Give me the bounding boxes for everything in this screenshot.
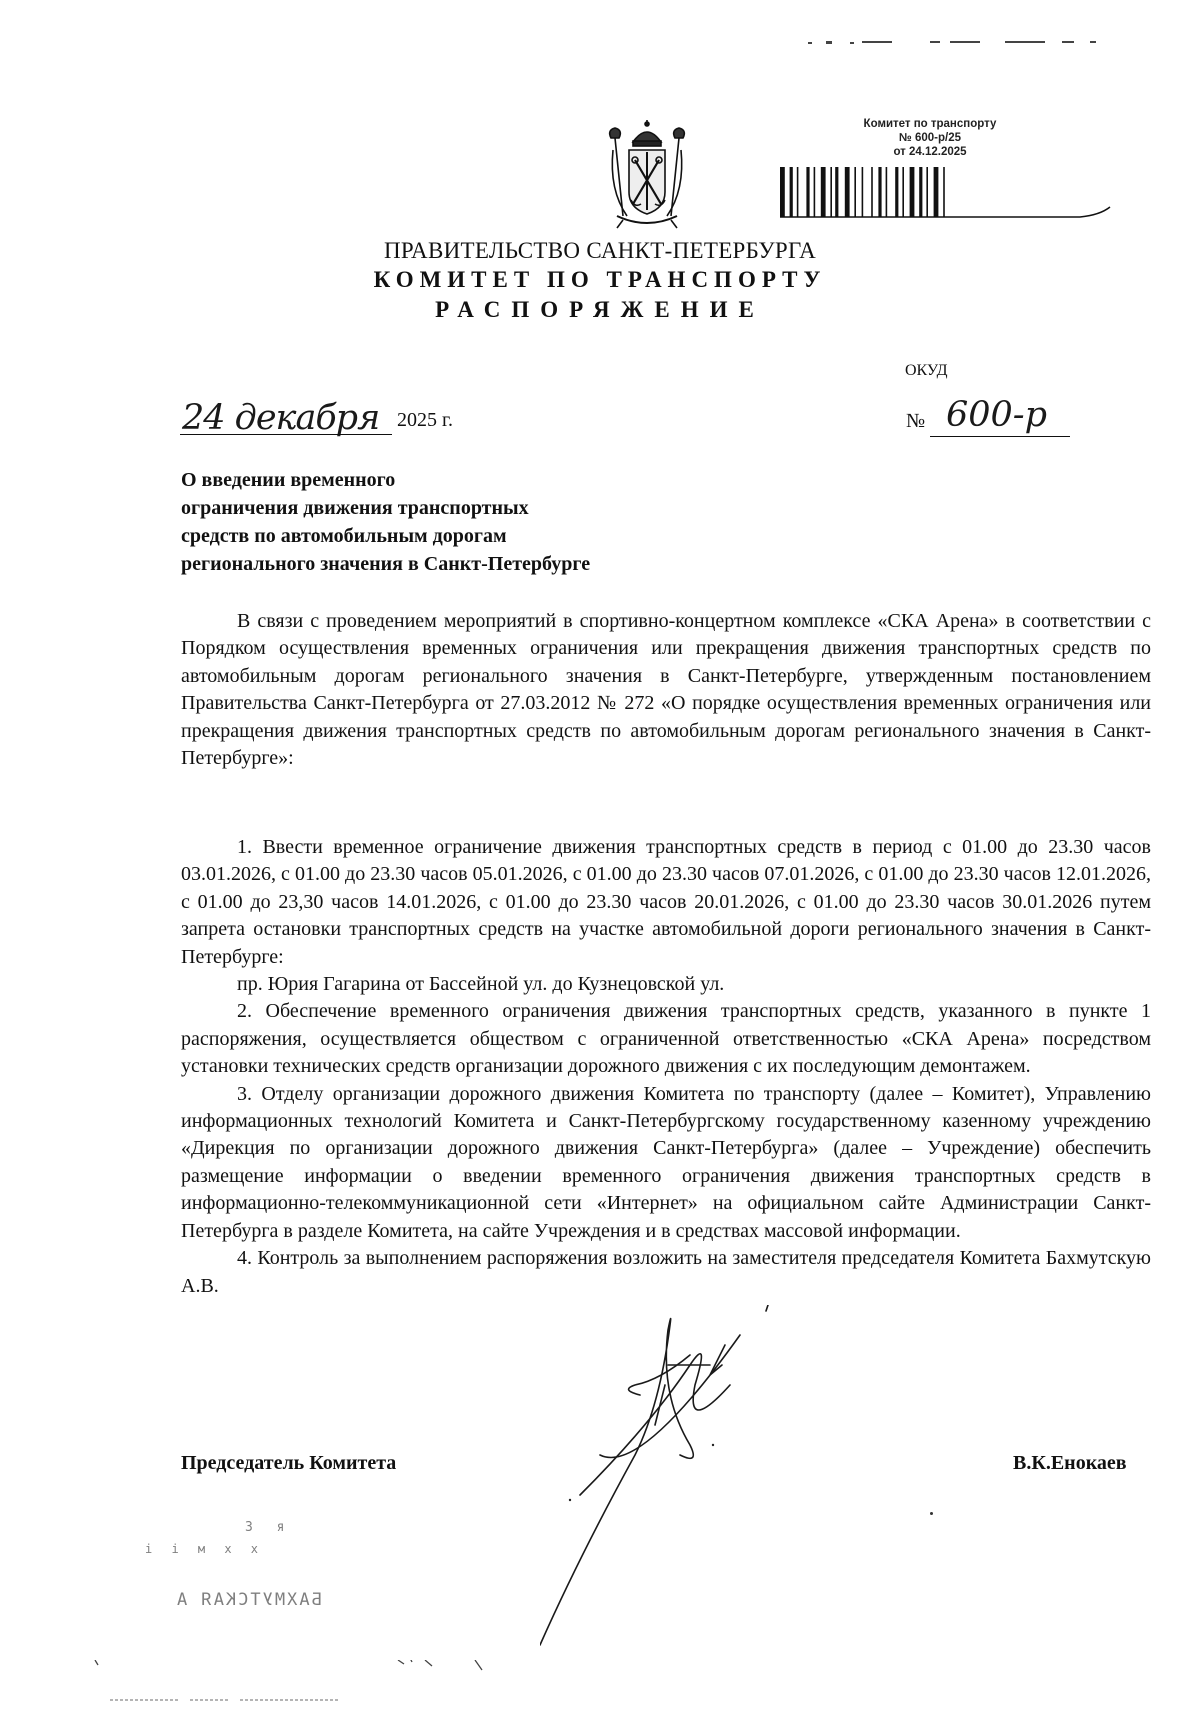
coat-of-arms-icon xyxy=(603,120,691,230)
date-year: 2025 г. xyxy=(397,409,453,431)
scan-noise-bottom xyxy=(80,1660,580,1710)
header-document-type: РАСПОРЯЖЕНИЕ xyxy=(435,297,765,322)
number-underline xyxy=(930,436,1070,437)
number-sign: № xyxy=(906,410,926,432)
header-government: ПРАВИТЕЛЬСТВО САНКТ-ПЕТЕРБУРГА xyxy=(383,238,817,263)
okud-label: ОКУД xyxy=(905,362,948,379)
registration-stamp xyxy=(760,115,1110,235)
signatory-title: Председатель Комитета xyxy=(181,1452,397,1474)
faded-stamp-line: 3 я xyxy=(245,1520,293,1535)
subject-line: ограничения движения транспортных xyxy=(181,497,529,519)
item-4: 4. Контроль за выполнением распоряжения возложить на заместителя председателя Комитета Бахмутскую А.В. xyxy=(181,1247,1151,1297)
barcode-icon xyxy=(780,167,1120,227)
scan-noise-top xyxy=(800,38,1100,48)
item-2: 2. Обеспечение временного ограничения движения транспортных средств, указанного в пункте 1 распоряжения, осуществляется обществом с ограниченной ответственностью «СКА Арена» посредством установки технических средств организации дорожного движения с их последующим демонтажем. xyxy=(181,1000,1151,1078)
stamp-committee: Комитет по транспорту xyxy=(863,118,997,130)
number-handwritten: 600-р xyxy=(946,395,1048,435)
item-1: 1. Ввести временное ограничение движения транспортных средств в период с 01.00 до 23.30 часов 03.01.2026, с 01.00 до 23.30 часов 05.01.2026, с 01.00 до 23.30 часов 07.01.2026, с 01.00 до 23.30 часов 12.01.2026, с 01.00 до 23,30 часов 14.01.2026, с 01.00 до 23.30 часов 20.01.2026, с 01.00 до 23.30 часов 30.01.2026 путем запрета остановки транспортных средств на участке автомобильной дороги регионального значения в Санкт-Петербурге: xyxy=(181,836,1151,968)
date-handwritten: 24 декабря xyxy=(182,398,380,438)
item-1-road: пр. Юрия Гагарина от Бассейной ул. до Кузнецовской ул. xyxy=(237,973,725,996)
header-committee: КОМИТЕТ ПО ТРАНСПОРТУ xyxy=(373,267,827,292)
stamp-date: от 24.12.2025 xyxy=(893,146,967,158)
ink-dot xyxy=(930,1512,933,1515)
date-underline xyxy=(180,434,392,435)
subject-line: регионального значения в Санкт-Петербурге xyxy=(181,553,591,575)
order-items xyxy=(181,834,1151,1300)
faded-stamp-line: і і м х х xyxy=(145,1542,265,1556)
faded-stamp-line: БАХМУТСКАЯ А xyxy=(175,1590,322,1610)
signatory-name: В.К.Енокаев xyxy=(1013,1452,1127,1474)
preamble-paragraph: В связи с проведением мероприятий в спортивно-концертном комплексе «СКА Арена» в соответствии с Порядком осуществления временных ограничения или прекращения движения транспортных средств по автомобильным дорогам регионального значения в Санкт-Петербурге, утвержденным постановлением Правительства Санкт-Петербурга от 27.03.2012 № 272 «О порядке осуществления временных ограничения или прекращения движения транспортных средств по автомобильным дорогам регионального значения в Санкт-Петербурге»: xyxy=(181,610,1151,770)
faded-stamp xyxy=(145,1520,385,1630)
subject-line: средств по автомобильным дорогам xyxy=(181,525,507,547)
document-subject xyxy=(181,466,741,578)
subject-line: О введении временного xyxy=(181,469,396,491)
stamp-number: № 600-р/25 xyxy=(898,132,962,144)
item-3: 3. Отделу организации дорожного движения Комитета по транспорту (далее – Комитет), Управлению информационных технологий Комитета и Санкт-Петербургскому государственному казенному учреждению «Дирекция по организации дорожного движения Санкт-Петербурга» (далее – Учреждение) обеспечить размещение информации о введении временного ограничения движения транспортных средств в информационно-телекоммуникационной сети «Интернет» на официальном сайте Администрации Санкт-Петербурга в разделе Комитета, на сайте Учреждения и в средствах массовой информации. xyxy=(181,1082,1151,1242)
handwritten-signature xyxy=(540,1305,800,1650)
